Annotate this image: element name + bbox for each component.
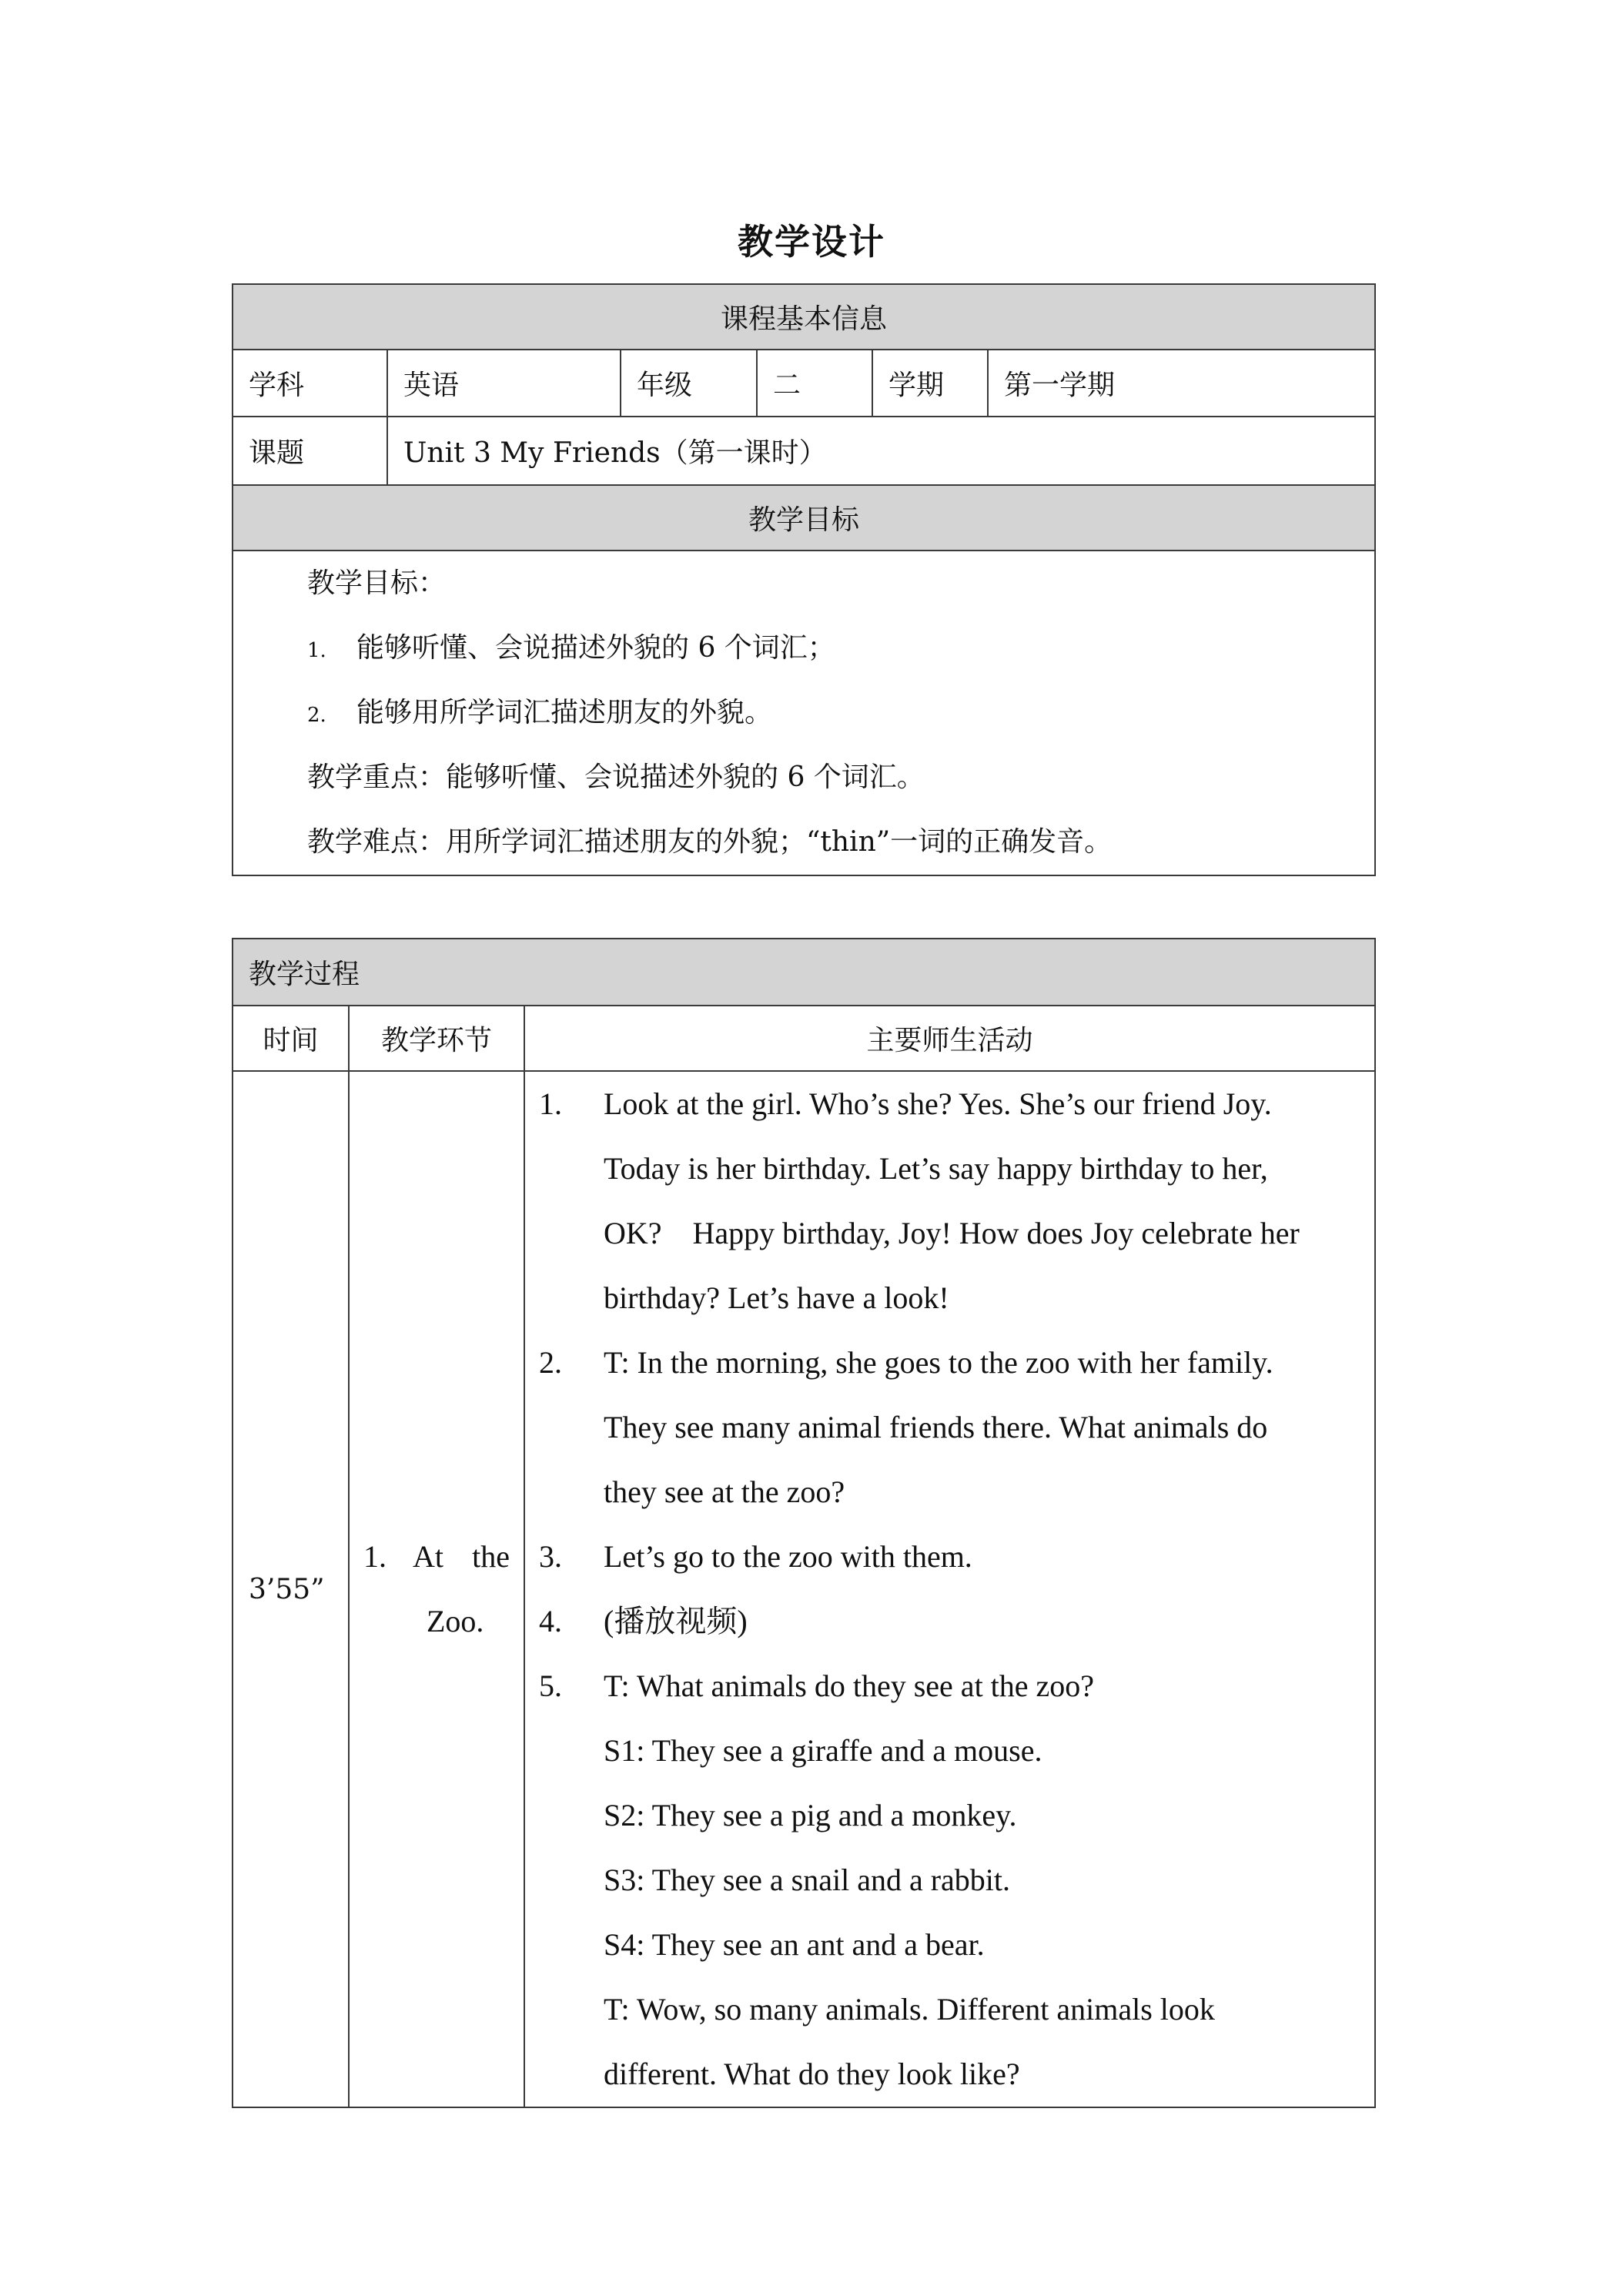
objective-number: 1. xyxy=(307,639,326,662)
dialogue-line: S2: They see a pig and a monkey. xyxy=(604,1798,1017,1832)
section-line2: Zoo. xyxy=(427,1604,484,1638)
activity-number: 5. xyxy=(539,1668,562,1703)
activity-line: Let’s go to the zoo with them. xyxy=(604,1539,972,1574)
activity-line: T: In the morning, she goes to the zoo with her family. xyxy=(604,1345,1273,1380)
activity-item xyxy=(525,1072,1359,1330)
course-info-table xyxy=(232,283,1376,876)
difficulty: 教学难点：用所学词汇描述朋友的外貌；“thin”一词的正确发音。 xyxy=(307,826,1113,858)
activity-line: Look at the girl. Who’s she? Yes. She’s our friend Joy. xyxy=(604,1086,1272,1121)
activity-line: they see at the zoo? xyxy=(604,1474,845,1509)
subject-value: 英语 xyxy=(387,350,621,417)
section-number: 1. xyxy=(363,1539,387,1574)
activity-number: 4. xyxy=(539,1604,562,1638)
activity-item xyxy=(525,1525,1359,1589)
process-header: 教学过程 xyxy=(233,939,1375,1006)
section-word: the xyxy=(472,1539,510,1574)
objective-item xyxy=(233,681,1374,745)
objectives-cell xyxy=(233,551,1375,875)
objective-text: 能够听懂、会说描述外貌的 6 个词汇； xyxy=(356,632,835,664)
objective-number: 2. xyxy=(307,704,326,727)
course-info-header: 课程基本信息 xyxy=(233,284,1375,350)
activity-line: OK? Happy birthday, Joy! How does Joy celebrate her xyxy=(604,1216,1300,1250)
grade-label: 年级 xyxy=(621,350,757,417)
section-cell xyxy=(349,1071,524,2107)
term-label: 学期 xyxy=(872,350,988,417)
activity-item xyxy=(525,1589,1359,1654)
dialogue-line: T: Wow, so many animals. Different animals look xyxy=(604,1992,1215,2027)
dialogue-line: S3: They see a snail and a rabbit. xyxy=(604,1863,1011,1897)
column-section: 教学环节 xyxy=(349,1006,524,1071)
activity-list xyxy=(525,1072,1374,1719)
activity-line: Today is her birthday. Let’s say happy birthday to her, xyxy=(604,1151,1268,1186)
topic-label: 课题 xyxy=(233,417,387,485)
section-text xyxy=(413,1525,510,1589)
topic-value: Unit 3 My Friends（第一课时） xyxy=(387,417,1375,485)
dialogue-line: S1: They see a giraffe and a mouse. xyxy=(604,1733,1042,1768)
time-cell: 3’55” xyxy=(233,1071,349,2107)
section-line xyxy=(363,1525,510,1589)
activity-line: (播放视频) xyxy=(604,1604,748,1638)
column-time: 时间 xyxy=(233,1006,349,1071)
dialogue-line: S4: They see an ant and a bear. xyxy=(604,1927,985,1962)
subject-label: 学科 xyxy=(233,350,387,417)
activity-line: T: What animals do they see at the zoo? xyxy=(604,1668,1095,1703)
grade-value: 二 xyxy=(757,350,872,417)
key-point: 教学重点：能够听懂、会说描述外貌的 6 个词汇。 xyxy=(307,761,925,793)
column-activities: 主要师生活动 xyxy=(524,1006,1375,1071)
activities-cell xyxy=(524,1071,1375,2107)
activity-item xyxy=(525,1330,1359,1525)
activity-number: 3. xyxy=(539,1539,562,1574)
teaching-process-table xyxy=(232,938,1376,2108)
activity-line: They see many animal friends there. What animals do xyxy=(604,1410,1268,1444)
term-value: 第一学期 xyxy=(988,350,1375,417)
objective-item xyxy=(233,616,1374,681)
activity-number: 1. xyxy=(539,1086,562,1121)
section-word: At xyxy=(413,1539,443,1574)
page-title: 教学设计 xyxy=(738,221,885,263)
activity-item xyxy=(525,1654,1359,1719)
activity-number: 2. xyxy=(539,1345,562,1380)
objective-text: 能够用所学词汇描述朋友的外貌。 xyxy=(356,697,773,728)
objectives-intro: 教学目标： xyxy=(307,567,447,599)
dialogue-line: different. What do they look like? xyxy=(604,2057,1020,2091)
objectives-header: 教学目标 xyxy=(233,485,1375,551)
activity-line: birthday? Let’s have a look! xyxy=(604,1280,949,1315)
